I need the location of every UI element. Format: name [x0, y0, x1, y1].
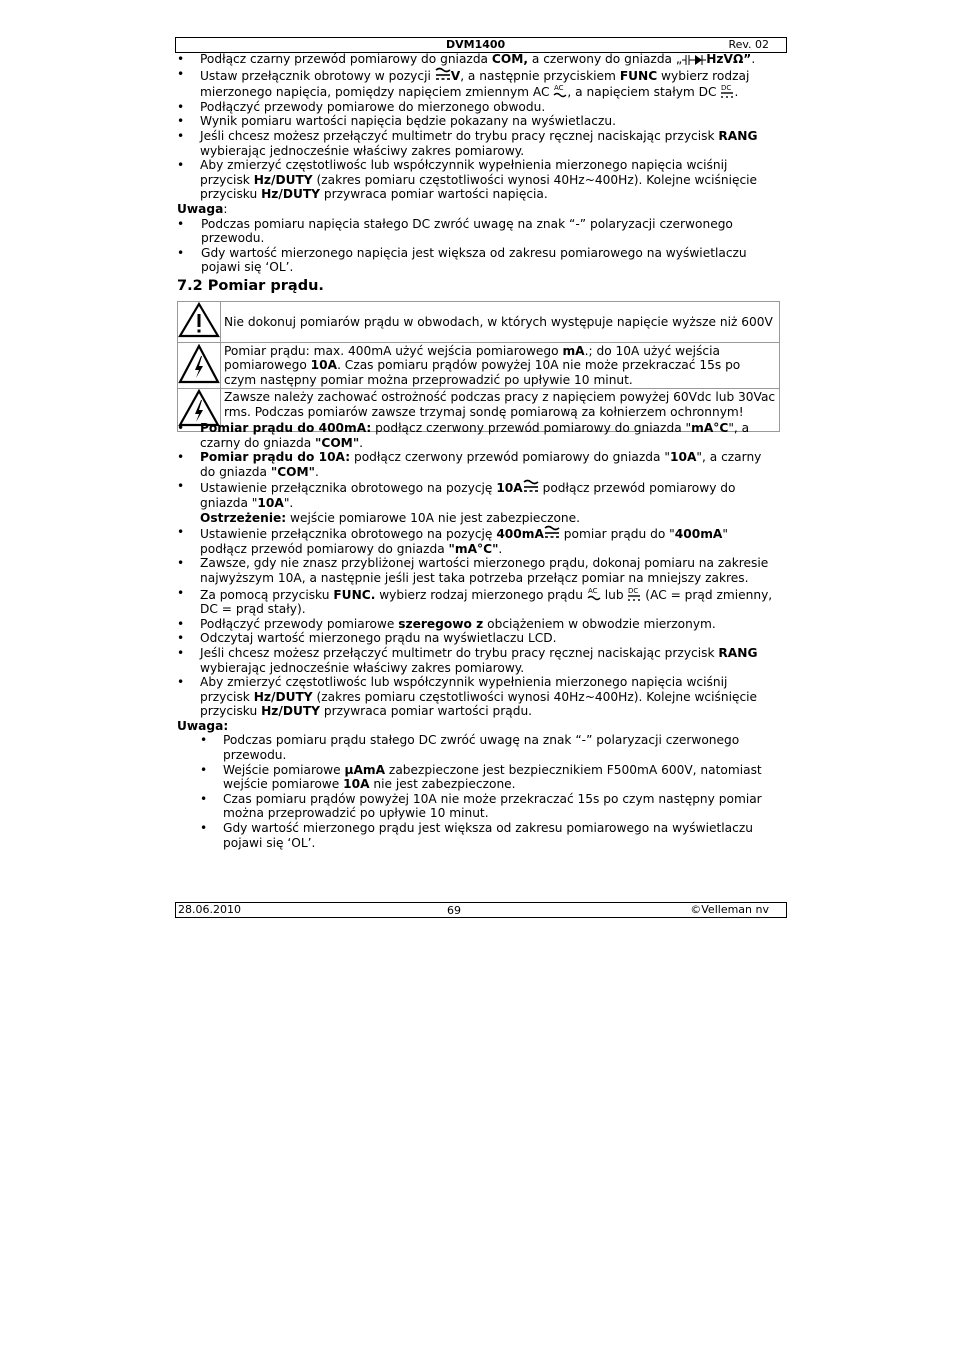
list-item: • Ustaw przełącznik obrotowy w pozycji V, a następnie przyciskiem FUNC wybierz rodzaj mierzonego napięcia, pomiędzy napięciem zmiennym AC AC , a napięciem stałym DC DC . [177, 67, 777, 100]
list-item: • Podczas pomiaru napięcia stałego DC zwróć uwagę na znak “-” polaryzacji czerwonego przewodu. [177, 217, 777, 246]
current-notes [177, 733, 777, 850]
page-header [175, 37, 787, 53]
ac-icon [587, 586, 601, 602]
list-item: • Ustawienie przełącznika obrotowego na pozycję 400mA pomiar prądu do "400mA" podłącz przewód pomiarowy do gniazda "mA°C". [177, 525, 777, 556]
copyright: ©Velleman nv [690, 903, 769, 916]
list-item: • Gdy wartość mierzonego napięcia jest większa od zakresu pomiarowego na wyświetlaczu pojawi się ‘OL’. [177, 246, 777, 275]
section-title: 7.2 Pomiar prądu. [177, 278, 324, 294]
list-item: • Wynik pomiaru wartości napięcia będzie pokazany na wyświetlaczu. [177, 114, 777, 129]
acdc-switch-icon [544, 525, 560, 541]
note-heading: Uwaga: [177, 718, 229, 733]
table-row [178, 342, 780, 389]
warning-table [177, 301, 780, 432]
table-cell: Nie dokonuj pomiarów prądu w obwodach, w których występuje napięcie wyższe niż 600V [221, 302, 780, 343]
note-heading: Uwaga: [177, 201, 228, 216]
list-item: • Za pomocą przycisku FUNC. wybierz rodzaj mierzonego prądu AC lub DC (AC = prąd zmienny, DC = prąd stały). [177, 586, 777, 617]
list-item: • Podłącz czarny przewód pomiarowy do gniazda COM, a czerwony do gniazda „ HzVΩ”. [177, 52, 777, 67]
doc-id: DVM1400 [446, 38, 506, 51]
list-item: • Jeśli chcesz możesz przełączyć multimetr do trybu pracy ręcznej naciskając przycisk RANG wybierając jednocześnie właściwy zakres pomiarowy. [177, 129, 777, 158]
list-item: • Podłączyć przewody pomiarowe szeregowo z obciążeniem w obwodzie mierzonym. [177, 617, 777, 632]
table-cell [178, 342, 221, 389]
high-voltage-icon [178, 344, 220, 384]
current-section [177, 421, 777, 850]
list-item: • Aby zmierzyć częstotliwośc lub współczynnik wypełnienia mierzonego napięcia wciśnij przycisk Hz/DUTY (zakres pomiaru częstotliwości wynosi 40Hz~400Hz). Kolejne wciśnięcie przycisku Hz/DUTY przywraca pomiar wartości napięcia. [177, 158, 777, 202]
list-item: • Odczytaj wartość mierzonego prądu na wyświetlaczu LCD. [177, 631, 777, 646]
table-cell [178, 302, 221, 343]
svg-text:DC: DC [721, 84, 732, 93]
voltage-notes [177, 217, 777, 275]
acdc-switch-icon [435, 67, 451, 83]
list-item: • Podłączyć przewody pomiarowe do mierzonego obwodu. [177, 100, 777, 115]
list-item: • Czas pomiaru prądów powyżej 10A nie może przekraczać 15s po czym następny pomiar można przeprowadzić po upływie 10 minut. [177, 792, 777, 821]
page-number: 69 [447, 904, 461, 917]
svg-text:DC: DC [628, 586, 639, 595]
list-item: • Pomiar prądu do 400mA: podłącz czerwony przewód pomiarowy do gniazda "mA°C", a czarny do gniazda "COM". [177, 421, 777, 450]
svg-text:AC: AC [554, 84, 564, 93]
table-cell: Zawsze należy zachować ostrożność podczas pracy z napięciem powyżej 60Vdc lub 30Vac rms. Podczas pomiarów zawsze trzymaj sondę pomiarową za kołnierzem ochronnym! [221, 389, 780, 432]
table-row [178, 302, 780, 343]
list-item: • Gdy wartość mierzonego prądu jest większa od zakresu pomiarowego na wyświetlaczu pojawi się ‘OL’. [177, 821, 777, 850]
page-footer [175, 902, 787, 918]
warning-exclamation-icon [178, 302, 220, 338]
svg-text:AC: AC [587, 586, 598, 595]
acdc-switch-icon [523, 479, 539, 495]
list-item: • Aby zmierzyć częstotliwośc lub współczynnik wypełnienia mierzonego napięcia wciśnij przycisk Hz/DUTY (zakres pomiaru częstotliwości wynosi 40Hz~400Hz). Kolejne wciśnięcie przycisku Hz/DUTY przywraca pomiar wartości prądu. [177, 675, 777, 719]
list-item: • Zawsze, gdy nie znasz przybliżonej wartości mierzonego prądu, dokonaj pomiaru na zakresie najwyższym 10A, a następnie jeśli jest taka potrzeba przełącz pomiar na mniejszy zakres. [177, 556, 777, 585]
footer-date: 28.06.2010 [178, 903, 241, 916]
voltage-steps [177, 52, 777, 202]
list-item: • Ustawienie przełącznika obrotowego na pozycję 10A podłącz przewód pomiarowy do gniazda "10A". Ostrzeżenie: wejście pomiarowe 10A nie jest zabezpieczone. [177, 479, 777, 525]
table-cell: Pomiar prądu: max. 400mA użyć wejścia pomiarowego mA.; do 10A użyć wejścia pomiarowego 10A. Czas pomiaru prądów powyżej 10A nie może przekraczać 15s po czym następny pomiar można przeprowadzić po upływie 10 minut. [221, 342, 780, 389]
revision: Rev. 02 [728, 38, 769, 51]
list-item: • Podczas pomiaru prądu stałego DC zwróć uwagę na znak “-” polaryzacji czerwonego przewodu. [177, 733, 777, 762]
current-steps [177, 421, 777, 719]
voltage-section [177, 52, 777, 275]
list-item: • Jeśli chcesz możesz przełączyć multimetr do trybu pracy ręcznej naciskając przycisk RANG wybierając jednocześnie właściwy zakres pomiarowy. [177, 646, 777, 675]
list-item: • Pomiar prądu do 10A: podłącz czerwony przewód pomiarowy do gniazda "10A", a czarny do gniazda "COM". [177, 450, 777, 479]
capacitor-diode-icon [682, 54, 706, 66]
list-item: • Wejście pomiarowe µAmA zabezpieczone jest bezpiecznikiem F500mA 600V, natomiast wejście pomiarowe 10A nie jest zabezpieczone. [177, 763, 777, 792]
dc-icon [720, 83, 734, 99]
dc-icon [627, 586, 641, 602]
ac-icon [553, 83, 567, 99]
